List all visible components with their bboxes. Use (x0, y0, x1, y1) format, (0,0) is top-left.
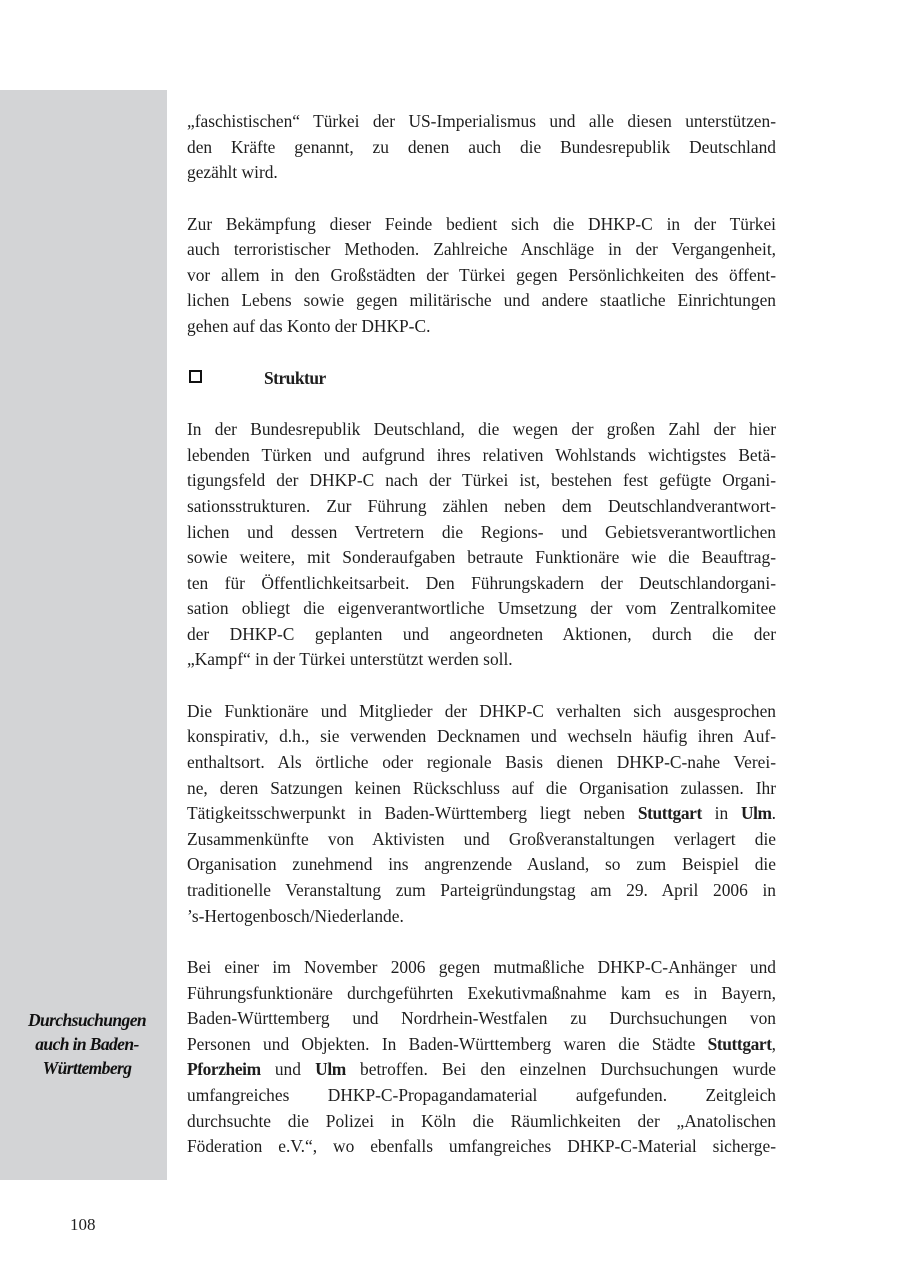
text-line: In der Bundesrepublik Deutschland, die wegen der großen Zahl der hier (187, 419, 776, 440)
city-pforzheim: Pforzheim (187, 1059, 261, 1080)
text-line: der DHKP-C geplanten und angeordneten Aktionen, durch die der (187, 623, 776, 644)
text-line: konspirativ, d.h., sie verwenden Decknamen und wechseln häufig ihren Auf- (187, 726, 776, 747)
text-line: Organisation zunehmend ins angrenzende Ausland, so zum Beispiel die (187, 854, 776, 875)
page-number: 108 (70, 1215, 96, 1234)
text-line: lichen Lebens sowie gegen militärische und andere staatliche Einrichtungen (187, 290, 776, 311)
margin-note-line: Württemberg (42, 1058, 132, 1078)
text-line: durchsuchte die Polizei in Köln die Räumlichkeiten der „Anatolischen (187, 1110, 776, 1131)
text-line: Bei einer im November 2006 gegen mutmaßliche DHKP-C-Anhänger und (187, 957, 776, 978)
text-line: Die Funktionäre und Mitglieder der DHKP-C verhalten sich ausgesprochen (187, 700, 776, 721)
city-stuttgart: Stuttgart (637, 803, 702, 824)
paragraph-terror (187, 212, 776, 340)
text-run: betroffen. Bei den einzelnen Durchsuchungen wurde (345, 1059, 777, 1080)
text-line (187, 801, 776, 827)
text-run: Tätigkeitsschwerpunkt in Baden-Württemberg liegt neben (187, 803, 638, 824)
text-line: Baden-Württemberg und Nordrhein-Westfalen zu Durchsuchungen von (187, 1008, 776, 1029)
text-run: in (701, 803, 741, 824)
text-line: vor allem in den Großstädten der Türkei gegen Persönlichkeiten des öffent- (187, 264, 776, 285)
text-line: Föderation e.V.“, wo ebenfalls umfangreiches DHKP-C-Material sicherge- (187, 1136, 776, 1157)
city-ulm: Ulm (740, 803, 772, 824)
text-line: den Kräfte genannt, zu denen auch die Bundesrepublik Deutschland (187, 136, 776, 157)
body-text (187, 109, 776, 1186)
text-line: sowie weitere, mit Sonderaufgaben betraute Funktionäre wie die Beauftrag- (187, 547, 776, 568)
text-line: auch terroristischer Methoden. Zahlreiche Anschläge in der Vergangenheit, (187, 239, 776, 260)
text-line: enthaltsort. Als örtliche oder regionale Basis dienen DHKP-C-nahe Verei- (187, 752, 776, 773)
text-line: sation obliegt die eigenverantwortliche Umsetzung der vom Zentralkomitee (187, 598, 776, 619)
text-run: Personen und Objekten. In Baden-Württemberg waren die Städte (187, 1033, 708, 1054)
text-line: lebenden Türken und aufgrund ihres relativen Wohlstands wichtigstes Betä- (187, 444, 776, 465)
text-line: gezählt wird. (187, 162, 278, 183)
text-line: sationsstrukturen. Zur Führung zählen neben dem Deutschlandverantwort- (187, 495, 776, 516)
text-line: ’s-Hertogenbosch/Niederlande. (187, 905, 404, 926)
section-heading-label: Struktur (264, 368, 326, 389)
text-run: . (771, 803, 776, 824)
text-line (187, 1032, 776, 1058)
text-run: , (771, 1033, 776, 1054)
paragraph-feinde (187, 109, 776, 186)
section-heading (187, 365, 776, 391)
text-line: „Kampf“ in der Türkei unterstützt werden soll. (187, 649, 513, 670)
margin-note-line: auch in Baden- (35, 1034, 139, 1054)
text-line: Führungsfunktionäre durchgeführten Exekutivmaßnahme kam es in Bayern, (187, 982, 776, 1003)
paragraph-struktur (187, 417, 776, 673)
text-line: ne, deren Satzungen keinen Rückschluss auf die Organisation zulassen. Ihr (187, 777, 776, 798)
city-stuttgart: Stuttgart (707, 1033, 772, 1054)
text-run: und (260, 1059, 316, 1080)
text-line: „faschistischen“ Türkei der US-Imperialismus und alle diesen unterstützen- (187, 111, 776, 131)
paragraph-konspirativ (187, 699, 776, 929)
text-line: Zur Bekämpfung dieser Feinde bedient sich die DHKP-C in der Türkei (187, 213, 776, 234)
text-line: gehen auf das Konto der DHKP-C. (187, 315, 431, 336)
text-line: umfangreiches DHKP-C-Propagandamaterial aufgefunden. Zeitgleich (187, 1084, 776, 1105)
text-line (187, 1057, 776, 1083)
checkbox-bullet-icon (189, 370, 202, 383)
text-line: ten für Öffentlichkeitsarbeit. Den Führungskadern der Deutschlandorgani- (187, 572, 776, 593)
text-line: Zusammenkünfte von Aktivisten und Großveranstaltungen verlagert die (187, 828, 776, 849)
margin-note (6, 1008, 168, 1080)
city-ulm: Ulm (315, 1059, 346, 1080)
paragraph-durchsuchungen (187, 955, 776, 1160)
text-line: tigungsfeld der DHKP-C nach der Türkei ist, bestehen fest gefügte Organi- (187, 470, 776, 491)
margin-note-line: Durchsuchungen (27, 1010, 147, 1030)
text-line: traditionelle Veranstaltung zum Parteigründungstag am 29. April 2006 in (187, 880, 776, 901)
text-line: lichen und dessen Vertretern die Regions- und Gebietsverantwortlichen (187, 521, 776, 542)
